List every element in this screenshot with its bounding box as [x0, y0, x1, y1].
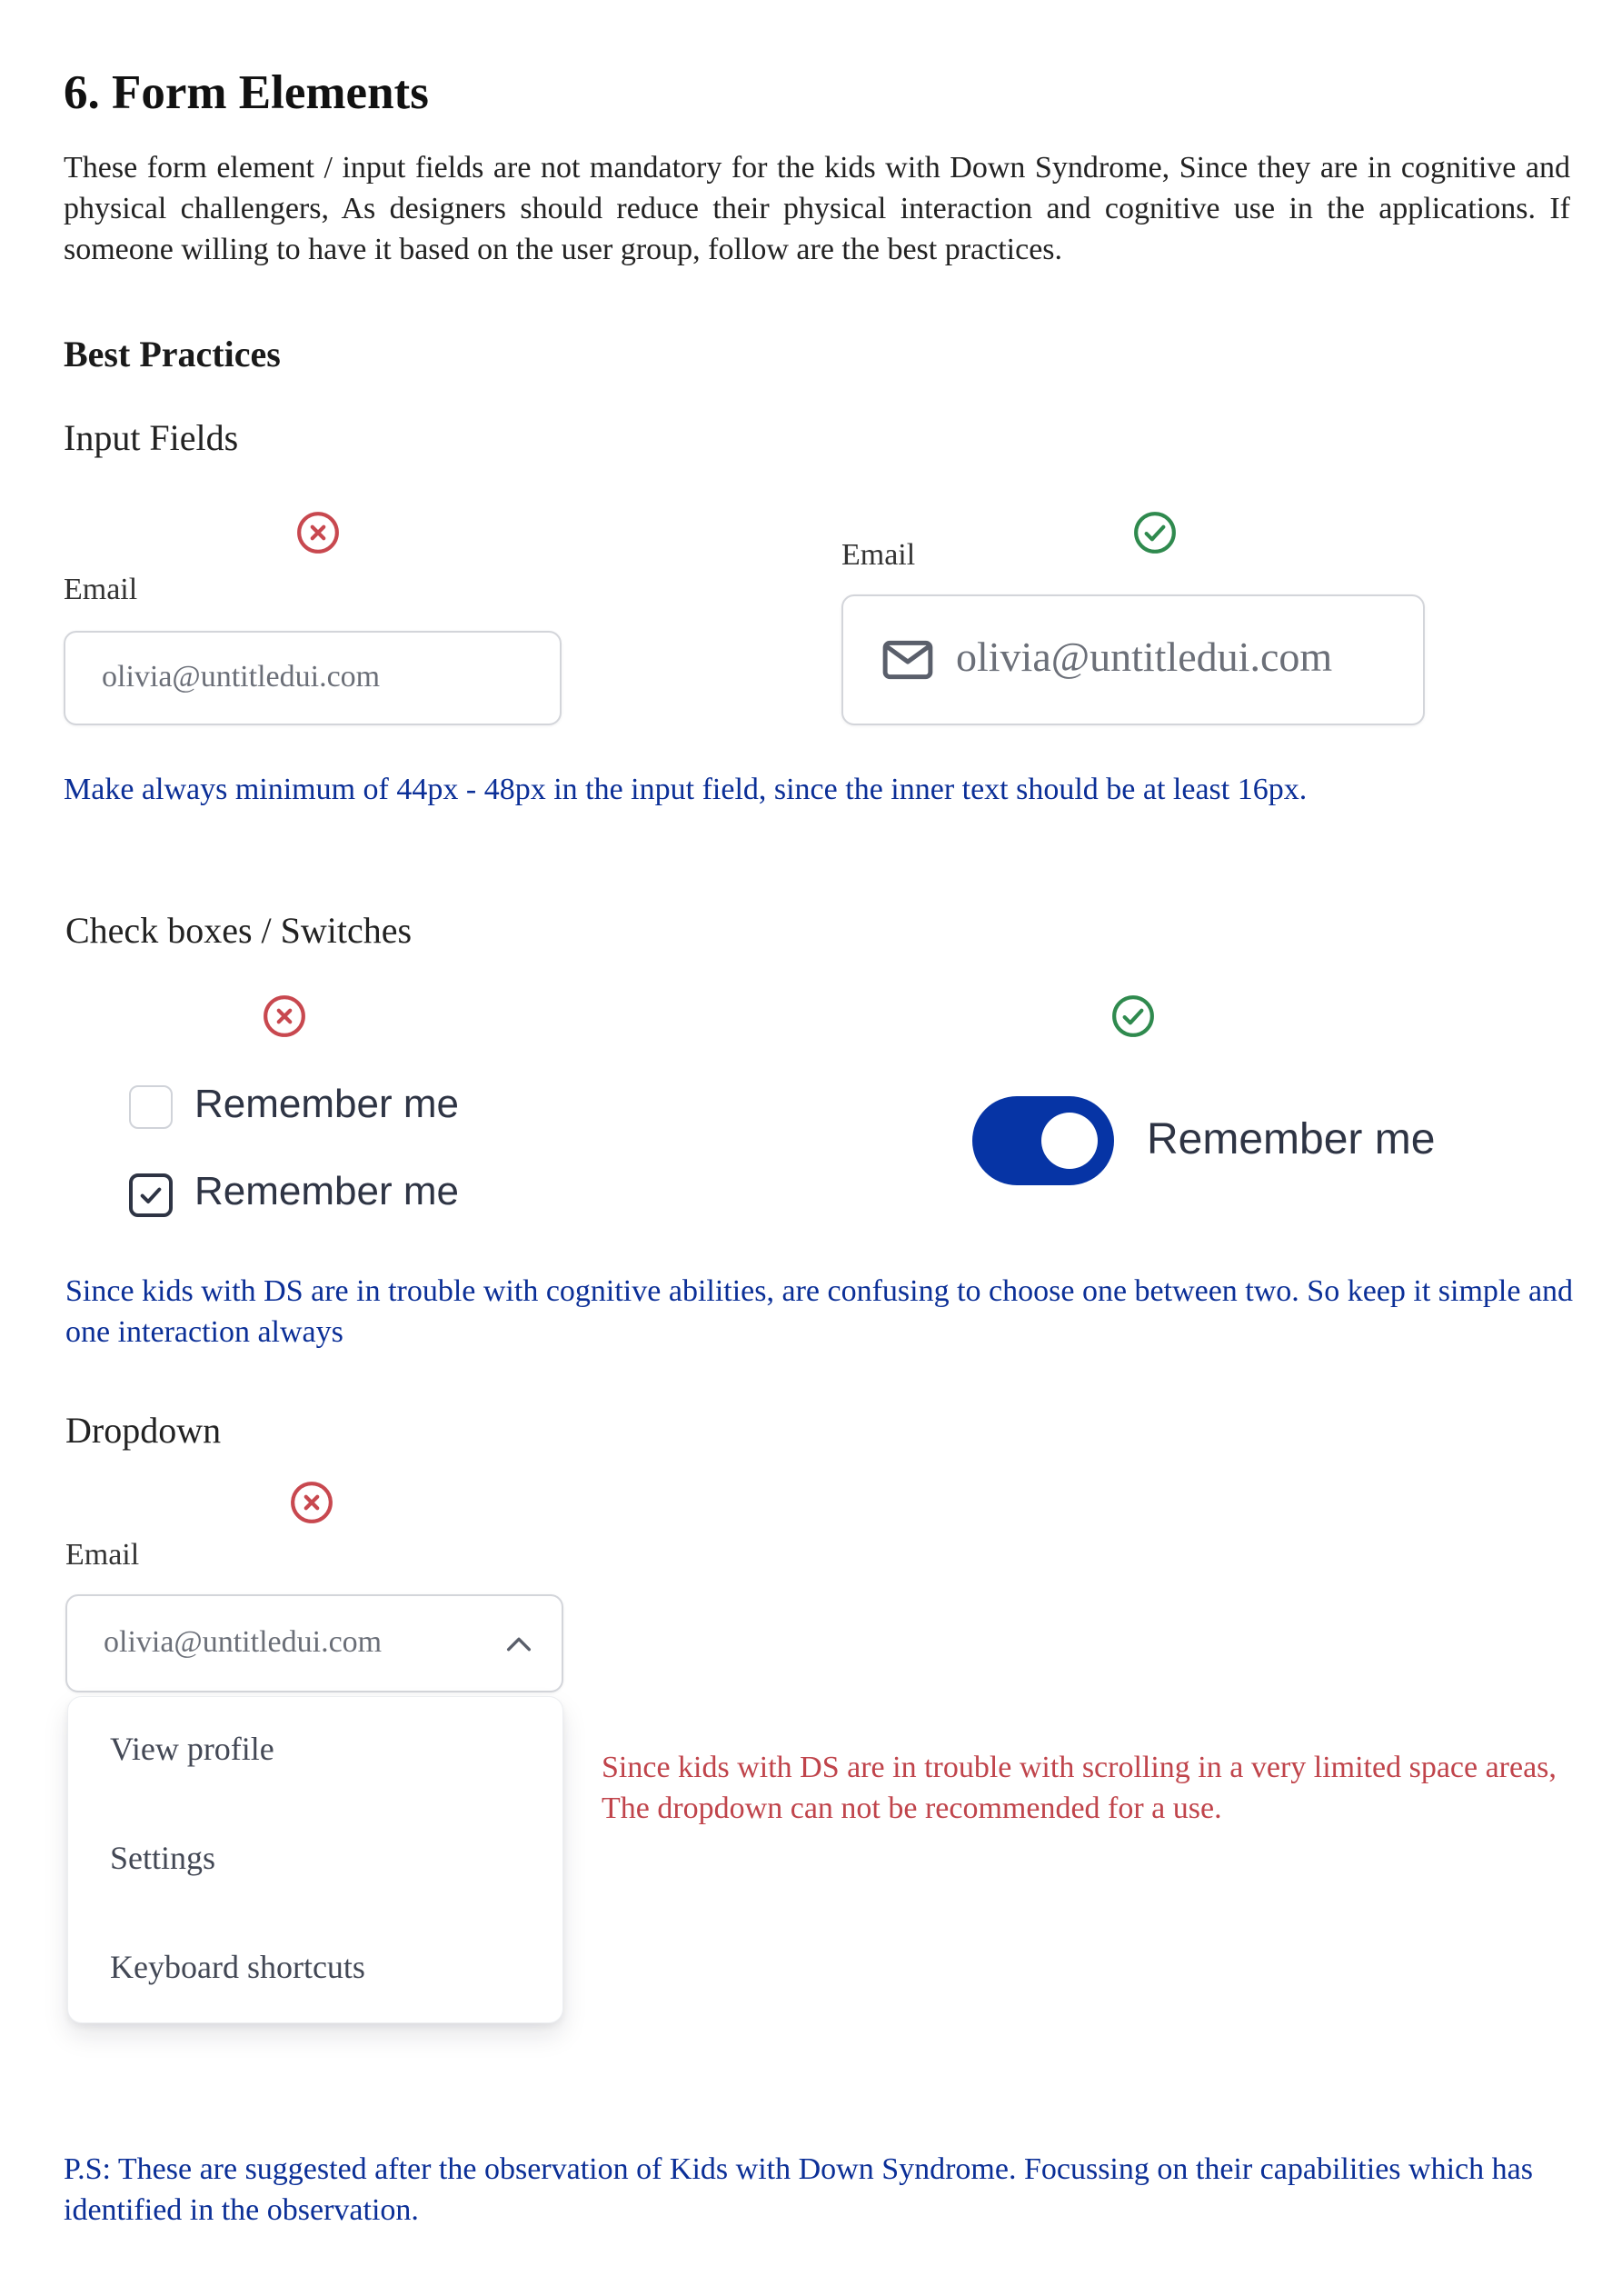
check-circle-icon — [1110, 993, 1156, 1039]
footer-note: P.S: These are suggested after the observation of Kids with Down Syndrome. Focussing on their capabilities which has identified in the observation. — [64, 2152, 1533, 2227]
menu-item-settings[interactable]: Settings — [110, 1840, 216, 1876]
remember-checkbox-unchecked[interactable] — [129, 1085, 173, 1129]
remember-checkbox-checked[interactable] — [129, 1173, 173, 1217]
chevron-up-icon[interactable] — [503, 1632, 534, 1656]
check-circle-icon — [1132, 510, 1178, 555]
x-circle-icon — [289, 1480, 334, 1525]
input-fields-note: Make always minimum of 44px - 48px in the input field, since the inner text should be at least 16px. — [64, 773, 1308, 806]
bad-email-input[interactable] — [64, 631, 562, 725]
remember-label-2: Remember me — [194, 1169, 459, 1213]
checkboxes-heading: Check boxes / Switches — [65, 910, 413, 951]
good-email-label: Email — [841, 538, 916, 572]
dropdown-heading: Dropdown — [65, 1410, 222, 1451]
input-fields-heading: Input Fields — [64, 417, 239, 458]
section-title: 6. Form Elements — [64, 66, 429, 119]
dropdown-select[interactable] — [65, 1594, 563, 1692]
mail-icon — [881, 636, 934, 684]
dropdown-menu — [67, 1696, 563, 2023]
checkboxes-note: Since kids with DS are in trouble with cognitive abilities, are confusing to choose one between two. So keep it simple and one interaction always — [65, 1274, 1574, 1349]
checkmark-icon — [138, 1183, 164, 1208]
remember-toggle-switch[interactable] — [972, 1096, 1114, 1185]
toggle-knob — [1041, 1113, 1098, 1169]
dropdown-value: olivia@untitledui.com — [104, 1625, 383, 1659]
dropdown-label: Email — [65, 1538, 140, 1572]
toggle-label: Remember me — [1147, 1115, 1436, 1163]
menu-item-keyboard-shortcuts[interactable]: Keyboard shortcuts — [110, 1949, 365, 1985]
dropdown-note: Since kids with DS are in trouble with scrolling in a very limited space areas, The dropdown can not be recommended for a use. — [602, 1751, 1557, 1825]
x-circle-icon — [262, 993, 307, 1039]
x-circle-icon — [295, 510, 341, 555]
bad-email-label: Email — [64, 573, 138, 606]
good-email-input[interactable] — [841, 594, 1425, 725]
good-email-value: olivia@untitledui.com — [956, 634, 1333, 680]
best-practices-heading: Best Practices — [64, 334, 281, 374]
remember-label-1: Remember me — [194, 1082, 459, 1126]
bad-email-value: olivia@untitledui.com — [102, 660, 381, 694]
intro-paragraph: These form element / input fields are not mandatory for the kids with Down Syndrome, Since they are in cognitive and physical challengers, As designers should reduce their physical interaction and cognitive use in the applications. If someone willing to have it based on the user group, follow are the best practices. — [64, 151, 1570, 266]
menu-item-view-profile[interactable]: View profile — [110, 1731, 274, 1767]
